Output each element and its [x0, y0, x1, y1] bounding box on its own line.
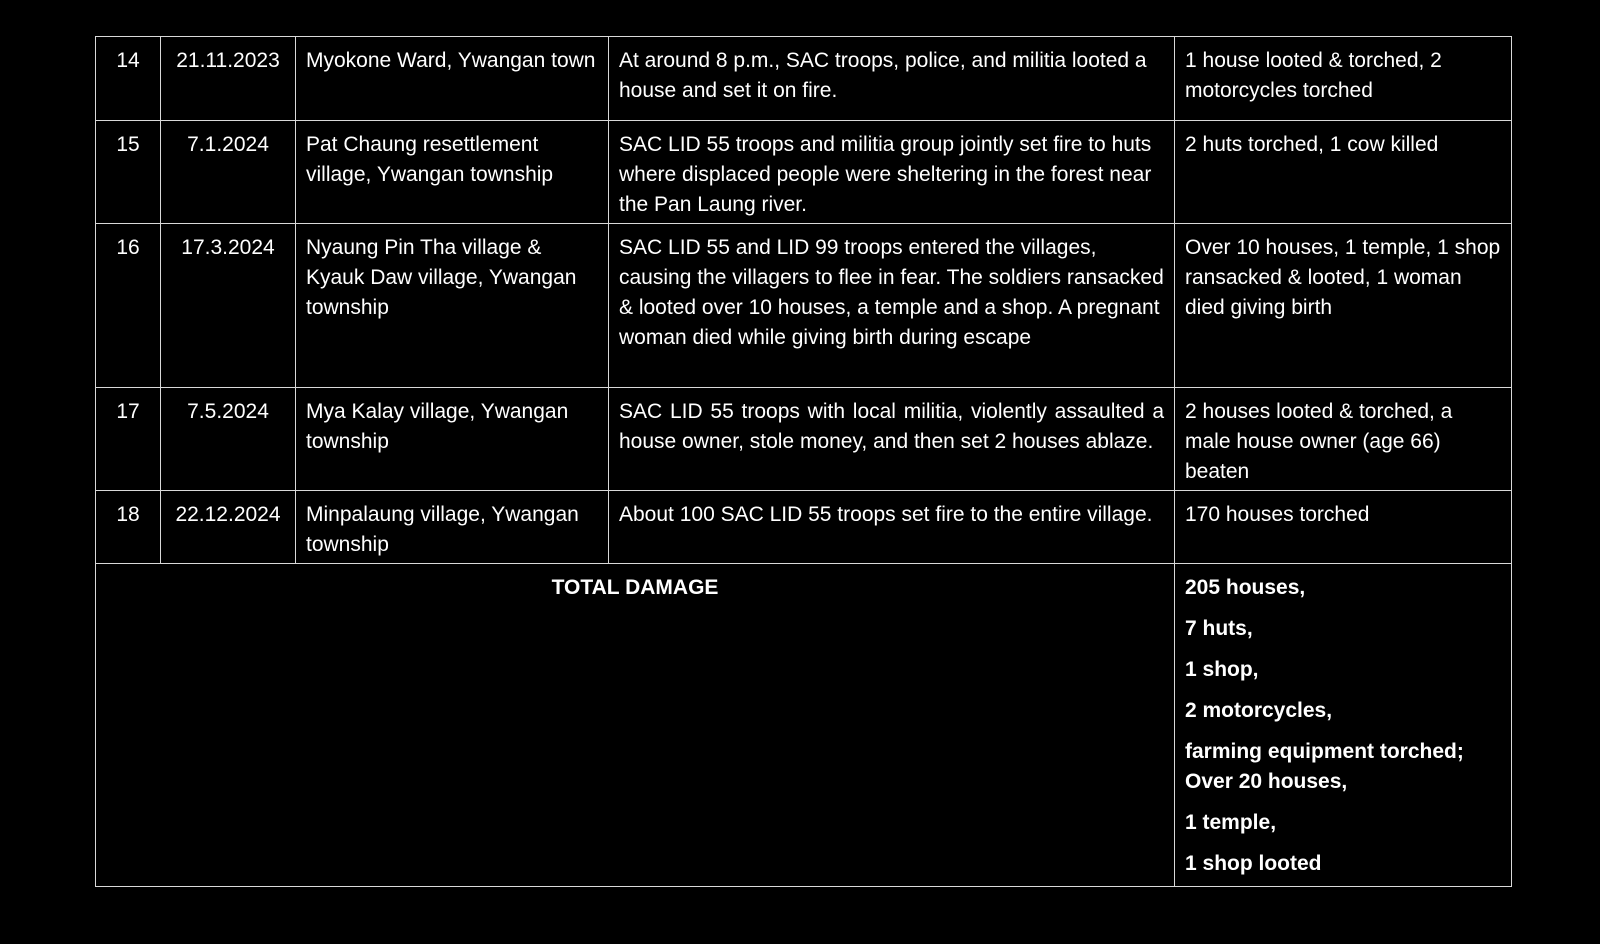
incident-description: SAC LID 55 and LID 99 troops entered the villages, causing the villagers to flee in fear. The soldiers ransacked & looted over 10 houses, a temple and a shop. A pregnant woman died while giving birth during escape [609, 224, 1175, 388]
total-row [96, 564, 1512, 887]
total-item: 1 shop, [1185, 658, 1259, 681]
incident-damage: 170 houses torched [1175, 491, 1512, 564]
incident-number: 15 [96, 121, 161, 224]
total-damage-label: TOTAL DAMAGE [96, 564, 1175, 887]
total-item: 205 houses, [1185, 576, 1306, 599]
incident-description: SAC LID 55 troops and militia group jointly set fire to huts where displaced people were sheltering in the forest near the Pan Laung river. [609, 121, 1175, 224]
incident-date: 17.3.2024 [161, 224, 296, 388]
incident-damage: 2 houses looted & torched, a male house owner (age 66) beaten [1175, 388, 1512, 491]
total-item: 1 shop looted [1185, 852, 1322, 875]
incident-number: 17 [96, 388, 161, 491]
total-item: 7 huts, [1185, 617, 1253, 640]
incident-number: 14 [96, 37, 161, 121]
total-item: 1 temple, [1185, 811, 1277, 834]
incident-description: About 100 SAC LID 55 troops set fire to the entire village. [609, 491, 1175, 564]
incident-location: Minpalaung village, Ywangan township [296, 491, 609, 564]
incident-date: 22.12.2024 [161, 491, 296, 564]
incident-location: Myokone Ward, Ywangan town [296, 37, 609, 121]
incident-damage: 2 huts torched, 1 cow killed [1175, 121, 1512, 224]
table-row [96, 491, 1512, 564]
total-damage-list [1175, 564, 1512, 887]
total-item: farming equipment torched; Over 20 houses, [1185, 740, 1464, 793]
total-item: 2 motorcycles, [1185, 699, 1333, 722]
incident-damage: 1 house looted & torched, 2 motorcycles torched [1175, 37, 1512, 121]
incident-number: 16 [96, 224, 161, 388]
incident-description: At around 8 p.m., SAC troops, police, and militia looted a house and set it on fire. [609, 37, 1175, 121]
incident-table [95, 36, 1512, 887]
incident-date: 7.5.2024 [161, 388, 296, 491]
incident-location: Pat Chaung resettlement village, Ywangan township [296, 121, 609, 224]
table-row [96, 388, 1512, 491]
incident-date: 7.1.2024 [161, 121, 296, 224]
incident-description: SAC LID 55 troops with local militia, violently assaulted a house owner, stole money, and then set 2 houses ablaze. [609, 388, 1175, 491]
table-row [96, 121, 1512, 224]
incident-location: Nyaung Pin Tha village & Kyauk Daw village, Ywangan township [296, 224, 609, 388]
incident-number: 18 [96, 491, 161, 564]
incident-damage: Over 10 houses, 1 temple, 1 shop ransacked & looted, 1 woman died giving birth [1175, 224, 1512, 388]
incident-location: Mya Kalay village, Ywangan township [296, 388, 609, 491]
table-row [96, 37, 1512, 121]
incident-date: 21.11.2023 [161, 37, 296, 121]
table-row [96, 224, 1512, 388]
